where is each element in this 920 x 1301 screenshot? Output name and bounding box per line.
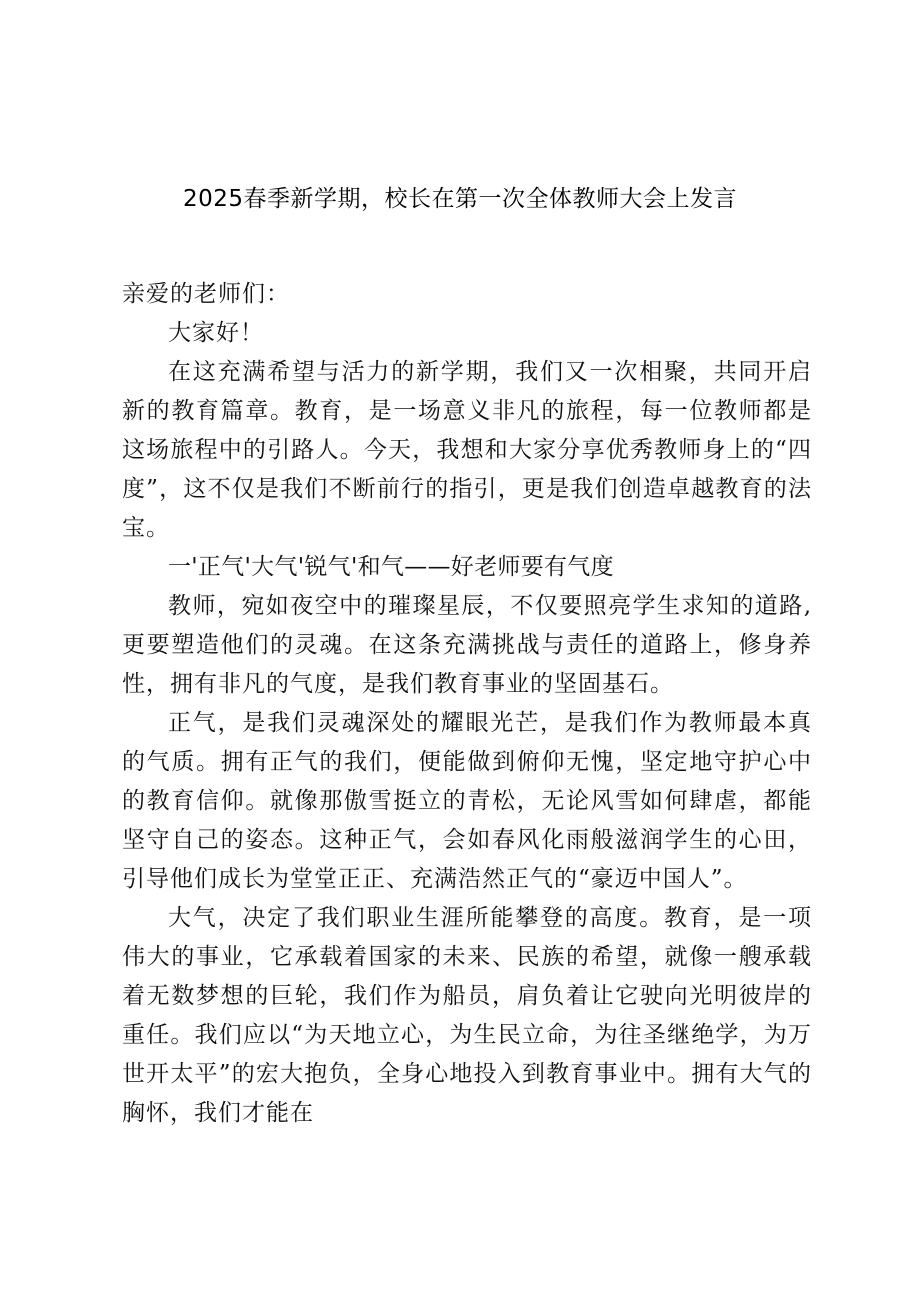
greeting: 大家好！ — [168, 320, 264, 346]
section-paragraph-1: 教师，宛如夜空中的璀璨星辰，不仅要照亮学生求知的道路,更要塑造他们的灵魂。在这条充满挑战与责任的道路上，修身养性，拥有非凡的气度，是我们教育事业的坚固基石。 — [122, 593, 812, 697]
section-paragraph-2: 正气，是我们灵魂深处的耀眼光芒，是我们作为教师最本真的气质。拥有正气的我们，便能做到俯仰无愧，坚定地守护心中的教育信仰。就像那傲雪挺立的青松，无论风雪如何肆虐，都能坚守自己的姿态。这种正气，会如春风化雨般滋润学生的心田，引导他们成长为堂堂正正、充满浩然正气的“豪迈中国人”。 — [122, 710, 812, 892]
document-body — [122, 275, 812, 1133]
section-heading: 一'正气'大气'锐气'和气——好老师要有气度 — [168, 554, 614, 580]
document-title: 2025春季新学期，校长在第一次全体教师大会上发言 — [182, 186, 738, 212]
intro-paragraph: 在这充满希望与活力的新学期，我们又一次相聚，共同开启新的教育篇章。教育，是一场意义非凡的旅程，每一位教师都是这场旅程中的引路人。今天，我想和大家分享优秀教师身上的“四度”，这不仅是我们不断前行的指引，更是我们创造卓越教育的法宝。 — [122, 359, 812, 541]
salutation: 亲爱的老师们： — [122, 281, 290, 307]
section-paragraph-3: 大气，决定了我们职业生涯所能攀登的高度。教育，是一项伟大的事业，它承载着国家的未来、民族的希望，就像一艘承载着无数梦想的巨轮，我们作为船员，肩负着让它驶向光明彼岸的重任。我们应以“为天地立心，为生民立命，为往圣继绝学，为万世开太平”的宏大抱负，全身心地投入到教育事业中。拥有大气的胸怀，我们才能在 — [122, 905, 812, 1126]
